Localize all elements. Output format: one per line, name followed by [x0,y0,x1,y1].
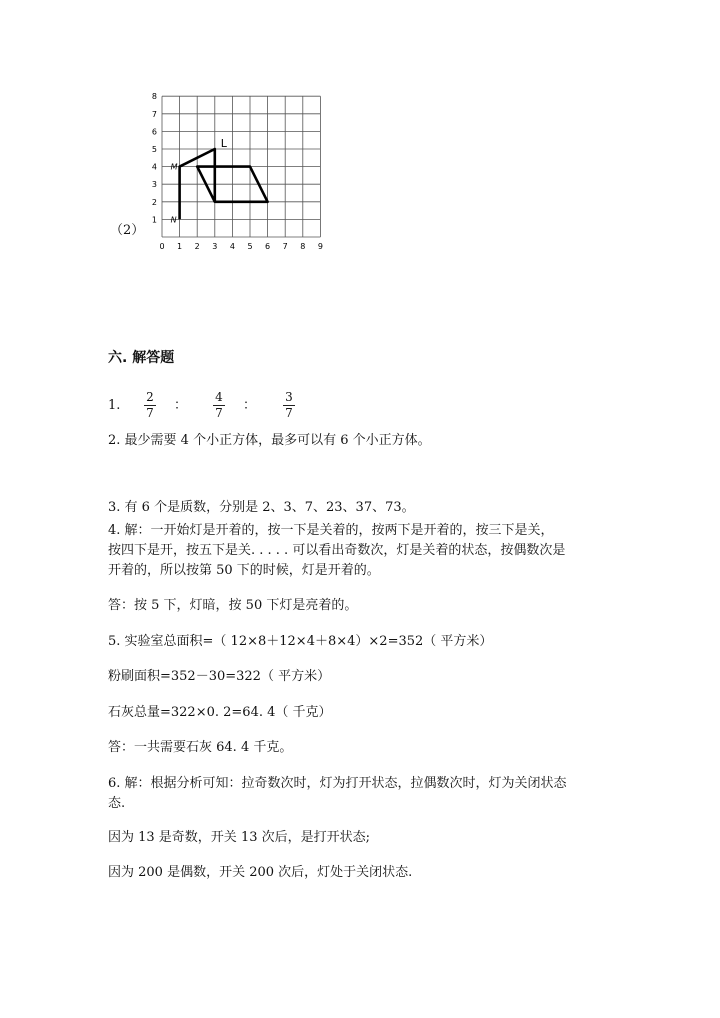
section-title: 六. 解答题 [108,350,175,366]
y-tick-label: 8 [151,92,157,102]
y-tick-label: 3 [151,180,157,190]
x-tick-label: 3 [212,242,218,251]
q1-separator-1: ： [174,398,188,413]
x-tick-label: 5 [247,242,253,251]
x-tick-label: 2 [194,242,200,251]
q4-line-1: 4. 解：一开始灯是开着的，按一下是关着的，按两下是开着的，按三下是关， [108,523,554,538]
q2-text: 2. 最少需要 4 个小正方体，最多可以有 6 个小正方体。 [108,433,431,448]
fraction-denominator: 7 [285,406,293,420]
x-tick-label: 7 [282,242,288,251]
q4-line-3: 开着的，所以按第 50 下的时候，灯是开着的。 [108,563,380,578]
q5-line-3: 石灰总量=322×0. 2=64. 4（ 千克） [108,705,332,720]
q4-line-2: 按四下是开，按五下是关. . . . . 可以看出奇数次，灯是关着的状态，按偶数次是 [108,543,566,558]
q5-line-1: 5. 实验室总面积=（ 12×8＋12×4＋8×4）×2=352（ 平方米） [108,634,493,649]
point-label-N: N [170,215,177,225]
y-tick-label: 4 [151,162,157,172]
point-label-M: M [170,162,178,172]
q5-answer: 答：一共需要石灰 64. 4 千克。 [108,740,293,755]
q3-text: 3. 有 6 个是质数，分别是 2、3、7、23、37、73。 [108,500,415,515]
fraction-denominator: 7 [215,406,223,420]
fraction-numerator: 3 [285,390,293,404]
y-tick-label: 6 [151,127,157,137]
fraction-numerator: 2 [146,390,154,404]
q5-line-2: 粉刷面积=352－30=322（ 平方米） [108,669,331,684]
x-tick-label: 1 [177,242,183,251]
q6-line-3: 因为 13 是奇数，开关 13 次后，是打开状态; [108,830,370,845]
tick-labels [152,92,323,251]
q1-fraction-2 [212,391,226,420]
x-tick-label: 8 [300,242,306,251]
x-tick-label: 6 [265,242,271,251]
q6-line-1: 6. 解：根据分析可知：拉奇数次时，灯为打开状态，拉偶数次时，灯为关闭状态 [108,776,567,791]
q4-answer: 答：按 5 下，灯暗，按 50 下灯是亮着的。 [108,598,358,613]
q6-line-4: 因为 200 是偶数，开关 200 次后，灯处于关闭状态. [108,865,413,880]
x-tick-label: 4 [229,242,235,251]
fraction-denominator: 7 [146,406,154,420]
x-tick-label: 0 [159,242,165,251]
fraction-numerator: 4 [215,390,223,404]
q6-line-2: 态. [108,796,126,811]
point-label-L: L [220,137,227,150]
q1-separator-2: ： [243,398,257,413]
q1-fraction-1 [143,391,157,420]
q1-fraction-3 [282,391,296,420]
q1-number: 1. [108,398,121,413]
y-tick-label: 2 [151,197,157,207]
y-tick-label: 1 [151,215,157,225]
y-tick-label: 7 [151,109,157,119]
y-tick-label: 5 [151,145,157,154]
figure-label: （2） [110,223,145,238]
grid-figure [140,92,340,252]
x-tick-label: 9 [317,242,323,251]
